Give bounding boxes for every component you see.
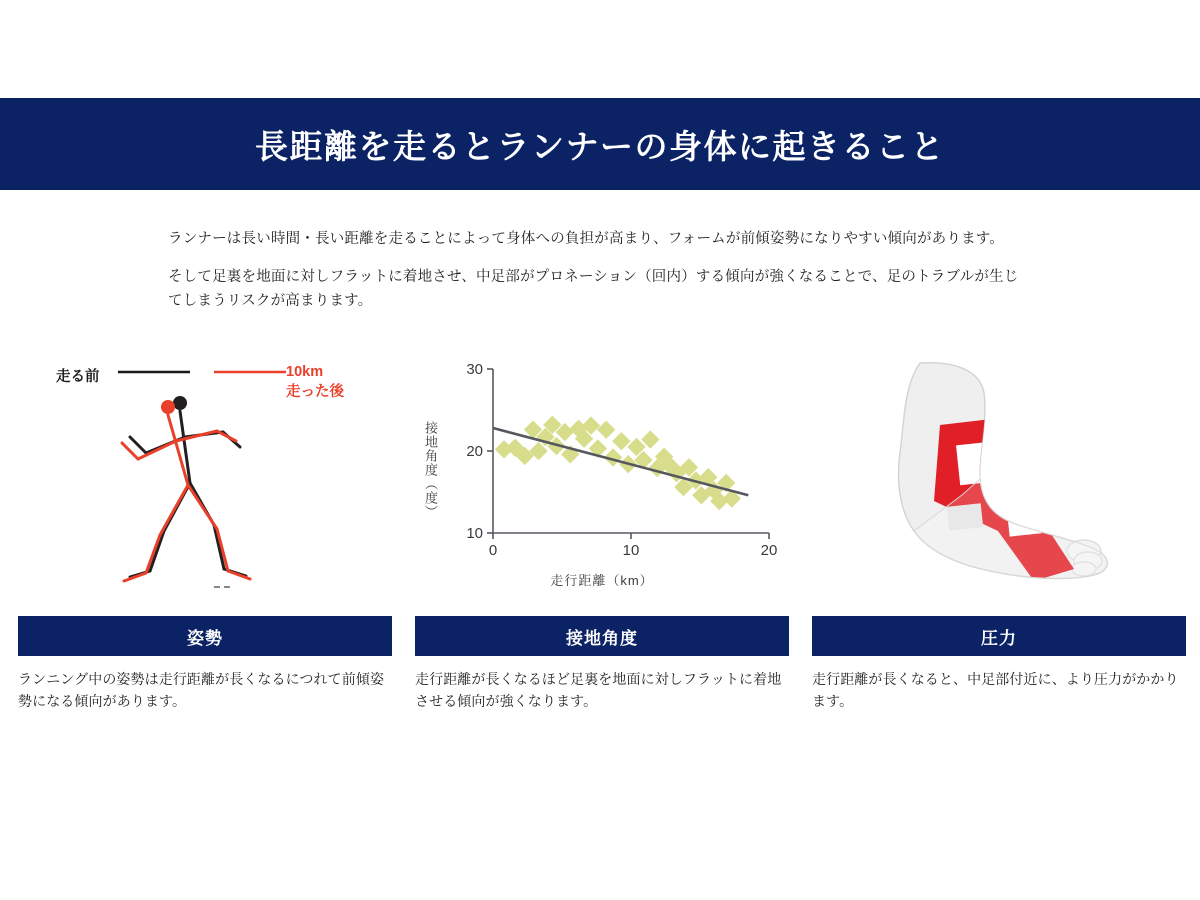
legend-after-line1: 10km [286,364,324,380]
chart-y-axis-label: 接地角度（度） [423,421,438,519]
chart-y-tick-label: 10 [466,525,483,542]
chart-data-point [597,420,615,438]
chart-y-tick-label: 20 [466,443,483,460]
column-landing-angle [415,355,789,713]
chart-x-axis-label: 走行距離（km） [550,573,654,588]
intro-paragraph-1: ランナーは長い時間・長い距離を走ることによって身体への負担が高まり、フォームが前傾姿勢になりやすい傾向があります。 [168,231,1005,247]
chart-x-tick-label: 10 [622,542,640,559]
column-posture [18,355,392,713]
foot-pressure-svg [812,355,1186,610]
chart-x-tick-label: 20 [760,542,778,559]
column-pressure [812,355,1186,713]
column-heading-landing-angle: 接地角度 [415,616,789,656]
column-heading-pressure: 圧力 [812,616,1186,656]
intro-paragraph-2: そして足裏を地面に対しフラットに着地させ、中足部がプロネーション（回内）する傾向が強くなることで、足のトラブルが生じてしまうリスクが高まります。 [168,268,1019,309]
chart-x-tick-label: 0 [488,542,498,559]
legend-after-label [286,363,344,402]
pressure-figure [812,355,1186,610]
column-body-posture: ランニング中の姿勢は走行距離が長くなるにつれて前傾姿勢になる傾向があります。 [18,671,385,710]
page-title: 長距離を走るとランナーの身体に起きること [255,127,945,165]
title-band [0,98,1200,190]
chart-data-point [612,432,630,450]
foot-illustration [812,355,1186,610]
posture-figure [18,355,392,610]
legend-after-line2: 走った後 [286,383,344,400]
column-heading-posture: 姿勢 [18,616,392,656]
scatter-chart-svg [415,355,789,570]
scatter-chart [415,355,789,610]
column-body-landing-angle: 走行距離が長くなるほど足裏を地面に対しフラットに着地させる傾向が強くなります。 [415,671,782,710]
chart-y-tick-label: 30 [466,361,483,378]
landing-angle-figure [415,355,789,610]
intro-text [168,228,1028,328]
legend-before-label: 走る前 [56,369,100,385]
column-body-pressure: 走行距離が長くなると、中足部付近に、より圧力がかかります。 [812,671,1179,710]
columns-container [18,355,1186,713]
